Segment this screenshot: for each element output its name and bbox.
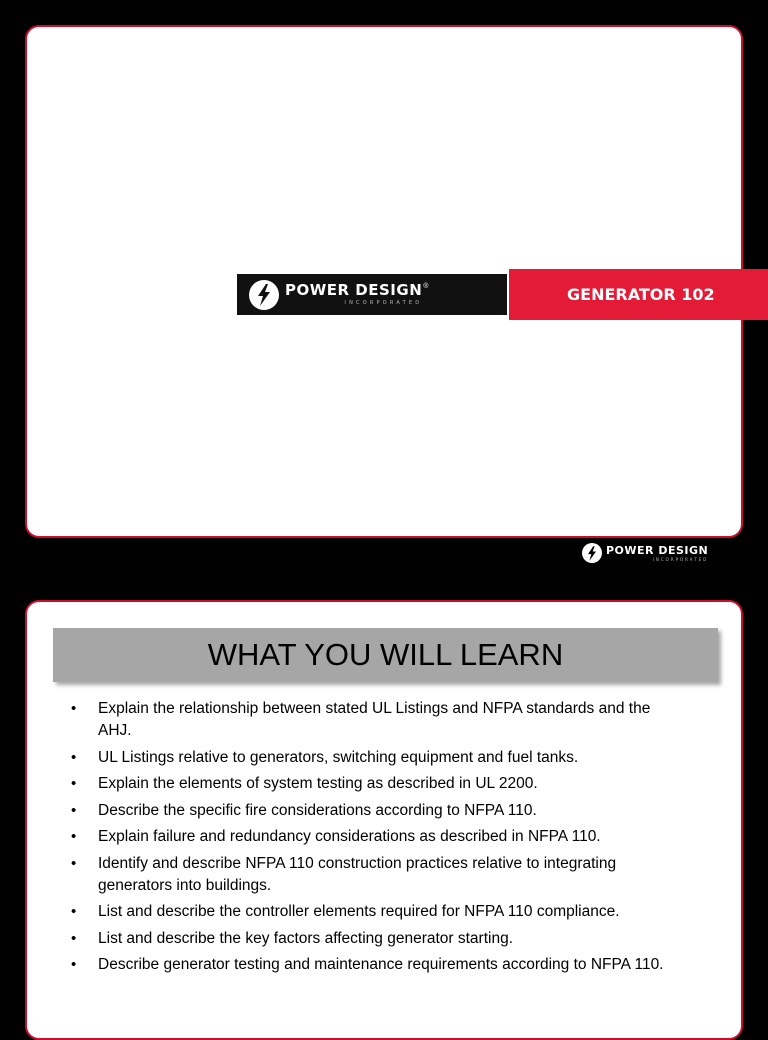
power-design-logo bbox=[237, 274, 507, 315]
course-title-banner bbox=[507, 269, 768, 320]
bullet-dot-icon: • bbox=[71, 903, 77, 920]
list-item bbox=[71, 698, 681, 742]
learning-objectives-slide bbox=[25, 600, 743, 1040]
logo-wordmark: POWER DESIGN bbox=[285, 281, 423, 299]
list-item-text: Describe generator testing and maintenance requirements according to NFPA 110. bbox=[98, 956, 664, 973]
list-item bbox=[71, 928, 681, 950]
logo-tagline: INCORPORATED bbox=[344, 300, 423, 306]
lightning-bolt-icon bbox=[249, 280, 279, 310]
slide-heading bbox=[53, 628, 718, 682]
bullet-dot-icon: • bbox=[71, 929, 77, 947]
bullet-dot-icon: • bbox=[71, 956, 77, 973]
list-item bbox=[71, 773, 681, 795]
slide-heading-text: WHAT YOU WILL LEARN bbox=[207, 637, 564, 672]
footer-logo bbox=[582, 543, 708, 563]
bullet-dot-icon: • bbox=[71, 775, 77, 792]
bullet-dot-icon: • bbox=[71, 801, 77, 819]
list-item-text: Identify and describe NFPA 110 construction practices relative to integrating generators into buildings. bbox=[98, 854, 617, 894]
footer-logo-wordmark: POWER DESIGN bbox=[606, 543, 709, 557]
list-item-text: Explain the elements of system testing as described in UL 2200. bbox=[98, 775, 538, 792]
lightning-bolt-icon bbox=[582, 543, 602, 563]
list-item bbox=[71, 826, 681, 848]
list-item-text: List and describe the key factors affecting generator starting. bbox=[98, 929, 514, 947]
list-item bbox=[71, 853, 681, 897]
list-item-text: UL Listings relative to generators, switching equipment and fuel tanks. bbox=[98, 748, 579, 766]
footer-logo-tagline: INCORPORATED bbox=[652, 556, 709, 562]
list-item bbox=[71, 954, 681, 976]
course-title: GENERATOR 102 bbox=[567, 285, 715, 304]
list-item-text: Explain failure and redundancy considerations as described in NFPA 110. bbox=[98, 828, 601, 845]
list-item bbox=[71, 800, 681, 822]
list-item bbox=[71, 747, 681, 769]
registered-mark: ® bbox=[423, 283, 429, 290]
list-item bbox=[71, 901, 681, 923]
bullet-dot-icon: • bbox=[71, 828, 77, 845]
bullet-dot-icon: • bbox=[71, 748, 77, 766]
list-item-text: Explain the relationship between stated UL Listings and NFPA standards and the AHJ. bbox=[98, 700, 651, 739]
objectives-list bbox=[71, 698, 681, 981]
bullet-dot-icon: • bbox=[71, 854, 77, 872]
bullet-dot-icon: • bbox=[71, 700, 77, 717]
list-item-text: List and describe the controller elements required for NFPA 110 compliance. bbox=[98, 903, 620, 920]
list-item-text: Describe the specific fire considerations according to NFPA 110. bbox=[98, 801, 537, 819]
